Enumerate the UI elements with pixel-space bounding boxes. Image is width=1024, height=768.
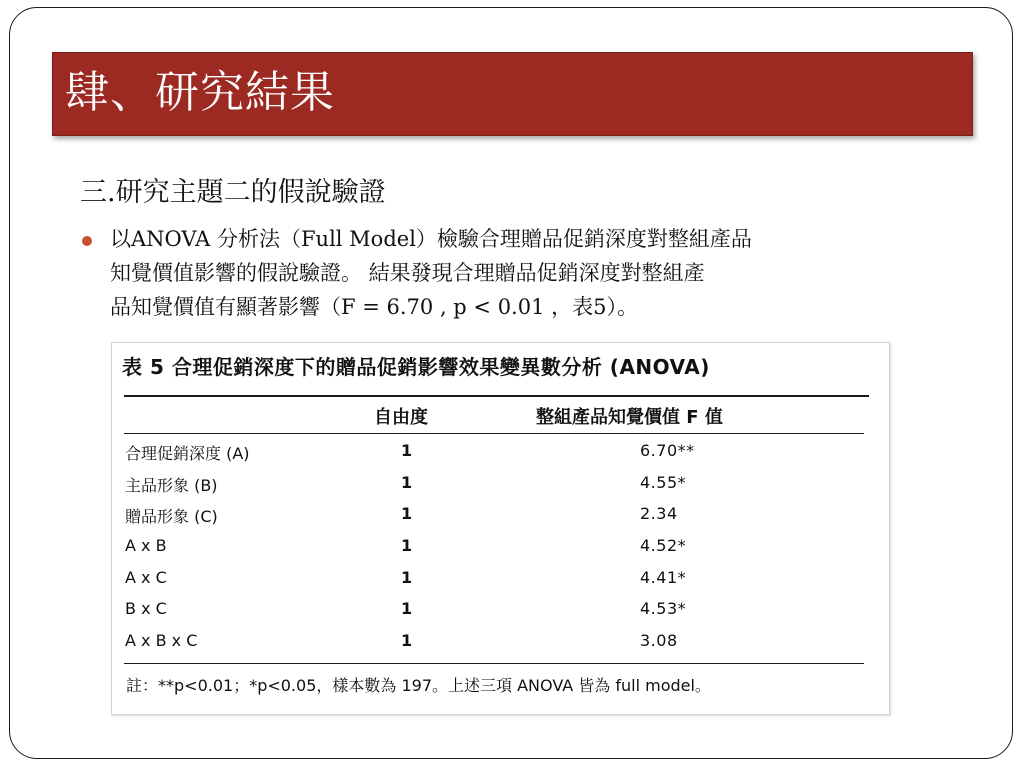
bullet-line: 知覺價值影響的假說驗證。 結果發現合理贈品促銷深度對整組產	[110, 261, 705, 285]
table-footnote: 註：**p<0.01；*p<0.05，樣本數為 197。上述三項 ANOVA 皆為 full model。	[126, 676, 711, 695]
table-row	[112, 595, 889, 627]
table-top-rule	[124, 395, 869, 397]
row-df: 1	[401, 536, 413, 556]
row-df: 1	[401, 567, 413, 587]
table-row	[112, 532, 889, 564]
row-label: 主品形象 (B)	[125, 475, 218, 495]
row-label: A x B x C	[125, 631, 198, 651]
row-label: A x B	[125, 536, 167, 556]
row-f-value: 2.34	[640, 504, 678, 524]
table-row	[112, 437, 889, 469]
row-df: 1	[401, 472, 413, 492]
bullet-dot-icon	[82, 236, 92, 246]
row-label: B x C	[125, 599, 167, 619]
row-f-value: 3.08	[640, 631, 678, 651]
section-subheading: 三.研究主題二的假說驗證	[80, 177, 386, 208]
title-bar	[52, 52, 973, 136]
bullet-paragraph	[110, 222, 752, 324]
table-row	[112, 627, 889, 659]
table-footer-rule	[124, 663, 864, 664]
row-label: 贈品形象 (C)	[125, 507, 218, 527]
slide-title: 肆、研究結果	[65, 67, 335, 118]
table-row	[112, 469, 889, 501]
row-f-value: 6.70**	[640, 441, 695, 460]
bullet-line: 品知覺價值有顯著影響（F = 6.70 , p < 0.01 ，表5）。	[110, 295, 638, 319]
bullet-line: 以ANOVA 分析法（Full Model）檢驗合理贈品促銷深度對整組產品	[110, 227, 752, 251]
table-caption: 表 5 合理促銷深度下的贈品促銷影響效果變異數分析 (ANOVA)	[122, 355, 710, 379]
row-label: A x C	[125, 567, 167, 587]
row-f-value: 4.52*	[640, 536, 687, 556]
table-header-rule	[124, 433, 864, 434]
row-df: 1	[401, 631, 413, 651]
row-f-value: 4.53*	[640, 599, 687, 619]
column-header-f-value: 整組產品知覺價值 F 值	[536, 407, 723, 428]
row-label: 合理促銷深度 (A)	[125, 444, 250, 463]
row-df: 1	[401, 504, 413, 524]
row-df: 1	[401, 441, 413, 460]
table-row	[112, 500, 889, 532]
table-row	[112, 564, 889, 596]
row-df: 1	[401, 599, 413, 619]
table-body	[112, 437, 889, 659]
row-f-value: 4.55*	[640, 472, 687, 492]
row-f-value: 4.41*	[640, 567, 687, 587]
column-header-df: 自由度	[374, 407, 428, 428]
anova-table-image	[111, 342, 890, 715]
